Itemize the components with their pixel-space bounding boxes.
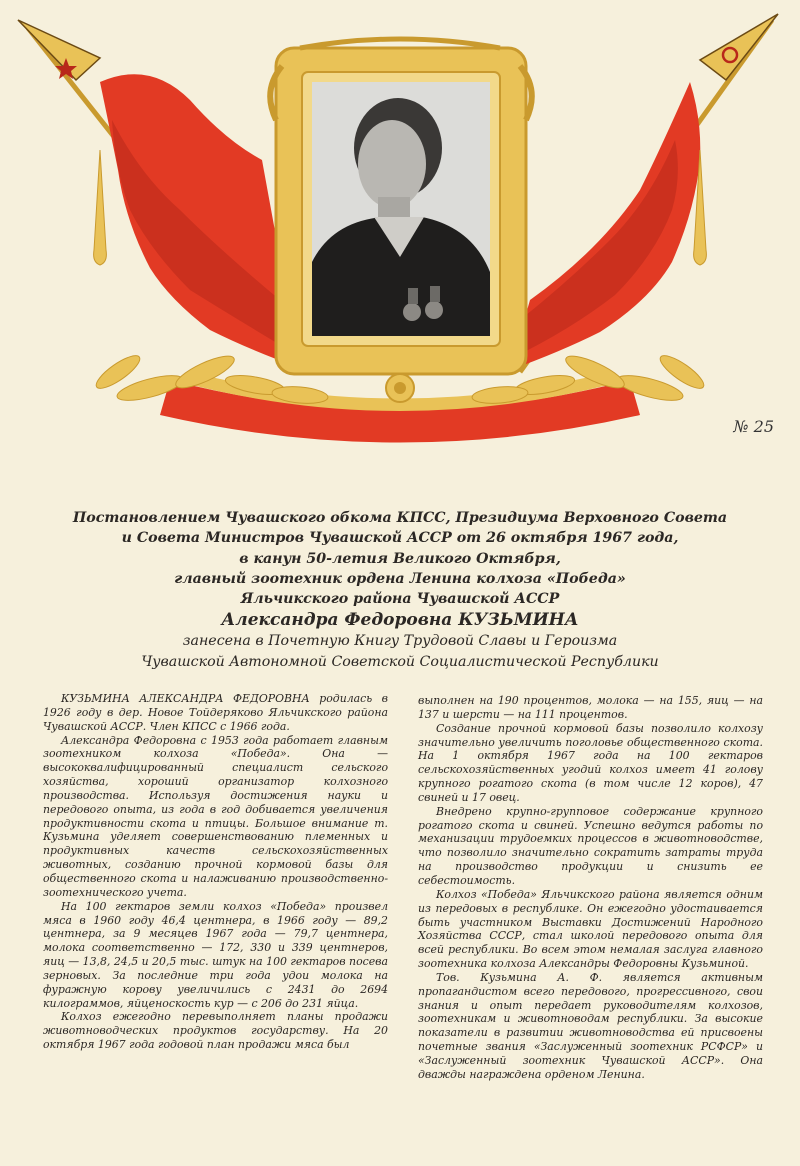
biography-paragraph: выполнен на 190 процентов, молока — на 155, яиц — на 137 и шерсти — на 111 процентов. bbox=[418, 694, 763, 721]
decree-line: Яльчикского района Чувашской АССР bbox=[240, 591, 560, 608]
biography-paragraph: Создание прочной кормовой базы позволило колхозу значительно увеличить поголовье общественного скота. На 1 октября 1967 года на 100 гектаров сельскохозяйственных угодий колхоз имеет 41 голову крупного рогатого скота (в том числе 12 коров), 47 свиней и 17 овец. bbox=[418, 721, 763, 804]
biography-paragraph: Внедрено крупно-групповое содержание крупного рогатого скота и свиней. Успешно ведутся работы по механизации трудоемких процессов в животноводстве, что позволило значительно сократить затраты труда на производство продукции и снизить ее себестоимость. bbox=[418, 804, 763, 887]
document-number: № 25 bbox=[733, 417, 774, 436]
portrait-photo bbox=[312, 82, 490, 336]
decree-closing-line: занесена в Почетную Книгу Трудовой Славы и Героизма bbox=[182, 633, 618, 650]
biography-paragraph: Колхоз «Победа» Яльчикского района является одним из передовых в республике. Он ежегодно удостаивается быть участником Выставки Достижений Народного Хозяйства СССР, стал школой передового опыта для всей республики. Во всем этом немалая заслуга главного зоотехника колхоза Александры Федоровны Кузьминой. bbox=[418, 887, 763, 971]
left-tassel bbox=[94, 150, 107, 265]
decree-text bbox=[40, 508, 760, 672]
biography-paragraph: Тов. Кузьмина А. Ф. является активным пропагандистом всего передового, прогрессивного, свои знания и опыт передает руководителям колхозов, зоотехникам и животноводам республики. За высокие показатели в развитии животноводства ей присвоены почетные звания «Заслуженный зоотехник РСФСР» и «Заслуженный зоотехник Чувашской АССР». Она дважды награждена орденом Ленина. bbox=[418, 970, 763, 1081]
decree-line: в канун 50-летия Великого Октября, bbox=[239, 550, 561, 567]
biography-paragraph: На 100 гектаров земли колхоз «Победа» произвел мяса в 1960 году 46,4 центнера, в 1966 году — 89,2 центнера, за 9 месяцев 1967 года — 79,7 центнера, молока соответственно — 172, 330 и 339 центнеров, яиц — 13,8, 24,5 и 20,5 тыс. штук на 100 гектаров посева зерновых. За последние три года удои молока на фуражную корову увеличились с 2431 до 2694 килограммов, яйценоскость кур — с 206 до 231 яйца. bbox=[43, 899, 388, 1010]
biography-paragraph: Колхоз ежегодно перевыполняет планы продажи животноводческих продуктов государству. На 20 октября 1967 года годовой план продажи мяса был bbox=[43, 1010, 388, 1052]
honoree-name: Александра Федоровна КУЗЬМИНА bbox=[221, 610, 579, 631]
biography-paragraph: Александра Федоровна с 1953 года работает главным зоотехником колхоза «Победа». Она — высококвалифицированный специалист сельского хозяйства, хороший организатор колхозного производства. Используя достижения науки и передового опыта, из года в год добивается увеличения продуктивности скота и птицы. Большое внимание т. Кузьмина уделяет совершенствованию племенных и продуктивных качеств сельскохозяйственных животных, созданию прочной кормовой базы для общественного скота и налаживанию производственно-зоотехнического учета. bbox=[43, 733, 388, 899]
decree-closing-line: Чувашской Автономной Советской Социалистической Республики bbox=[141, 653, 659, 670]
biography-paragraph: КУЗЬМИНА АЛЕКСАНДРА ФЕДОРОВНА родилась в 1926 году в дер. Новое Тойдеряково Яльчикского района Чувашской АССР. Член КПСС с 1966 года. bbox=[43, 692, 388, 733]
decree-line: и Совета Министров Чувашской АССР от 26 октября 1967 года, bbox=[121, 530, 679, 547]
biography-right-column bbox=[418, 694, 763, 1082]
medal-icon bbox=[403, 303, 421, 321]
decree-line: главный зоотехник ордена Ленина колхоза «Победа» bbox=[174, 570, 626, 587]
decree-line: Постановлением Чувашского обкома КПСС, Президиума Верховного Совета bbox=[72, 510, 728, 526]
biography-left-column bbox=[43, 692, 388, 1052]
